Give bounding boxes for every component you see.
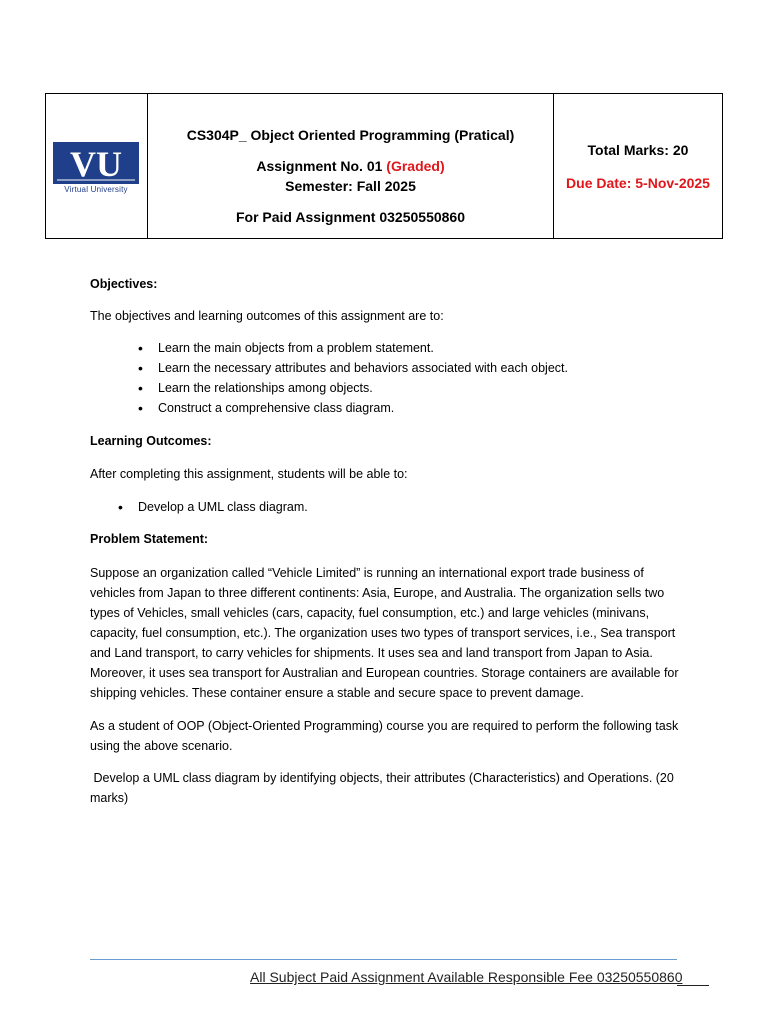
total-marks: Total Marks: 20 [587,142,689,158]
footer-text: All Subject Paid Assignment Available Responsible Fee 03250550860 [250,969,683,985]
assignment-number-line [148,158,553,174]
objectives-list [158,338,698,418]
objectives-heading: Objectives: [90,277,158,291]
footer-underline-extension [677,985,709,986]
problem-paragraph: Suppose an organization called “Vehicle Limited” is running an international export trade business of vehicles from Japan to three different continents: Asia, Europe, and Australia. The organization sells two types of Vehicles, small vehicles (cars, capacity, fuel consumption, etc.) and large vehicles (minivans, capacity, fuel consumption, etc.). The organization uses two types of transport services, i.e., Sea transport and Land transport, to carry vehicles for shipments. It uses sea and land transport from Japan to Asia. Moreover, it uses sea transport for Australian and European countries. Storage containers are available for shipping vehicles. These container ensure a stable and secure space to prevent damage. [90,566,679,700]
marks-cell [554,94,722,238]
logo-cell [46,94,148,238]
graded-label: (Graded) [386,158,445,174]
problem-statement-heading: Problem Statement: [90,532,209,546]
logo-caption: Virtual University [64,185,128,194]
student-task-paragraph: As a student of OOP (Object-Oriented Programming) course you are required to perform the following task using the above scenario. [90,719,679,753]
header-table [45,93,723,239]
list-item: • Learn the main objects from a problem statement. [158,338,698,358]
vu-logo-letters [53,142,139,184]
course-title: CS304P_ Object Oriented Programming (Pratical) [186,127,515,143]
footer-divider [90,959,677,960]
paid-assignment-line: For Paid Assignment 03250550860 [235,209,466,225]
objectives-intro: The objectives and learning outcomes of this assignment are to: [90,309,444,323]
list-item: • Develop a UML class diagram. [138,497,678,517]
assignment-number: Assignment No. 01 [256,158,383,174]
due-date: Due Date: 5-Nov-2025 [566,175,710,191]
list-item: • Learn the necessary attributes and behaviors associated with each object. [158,358,698,378]
task-paragraph: Develop a UML class diagram by identifying objects, their attributes (Characteristics) and Operations. (20 marks) [90,771,678,805]
learning-outcomes-heading: Learning Outcomes: [90,434,212,448]
list-item: • Construct a comprehensive class diagram. [158,398,698,418]
title-cell [148,94,554,238]
vu-logo-mark [53,142,139,184]
logo-letters: VU [70,144,122,184]
semester: Semester: Fall 2025 [285,178,416,194]
list-item: • Learn the relationships among objects. [158,378,698,398]
learning-outcomes-intro: After completing this assignment, students will be able to: [90,467,408,481]
vu-logo [53,142,139,200]
learning-outcomes-list [138,497,678,517]
